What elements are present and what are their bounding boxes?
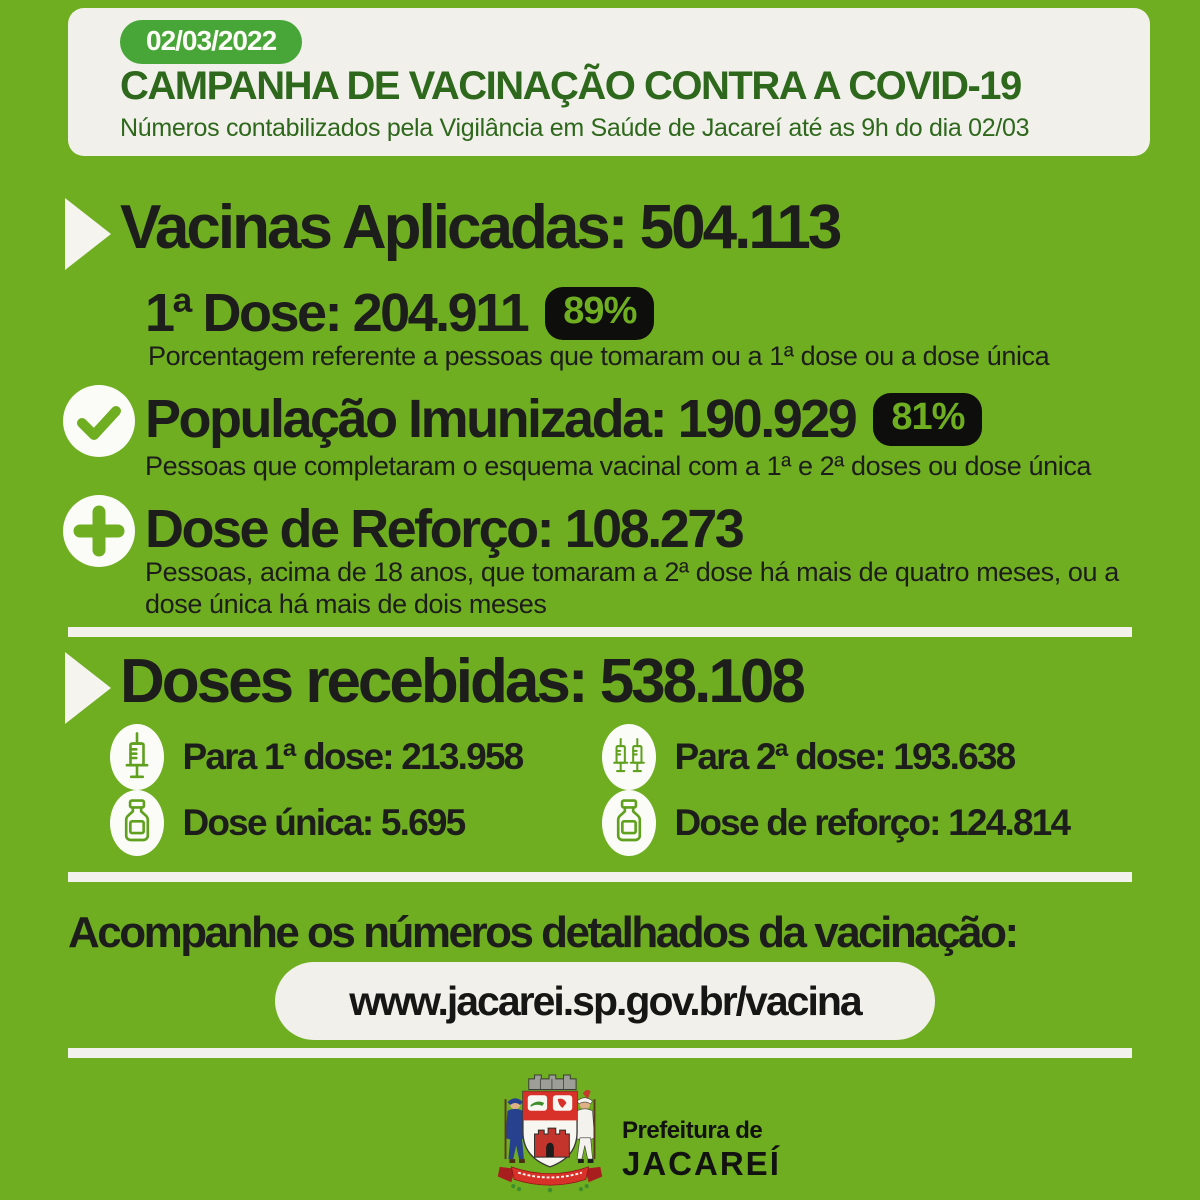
arrow-icon — [65, 198, 111, 270]
first-dose-value: 204.911 — [352, 283, 528, 343]
received-headline-label: Doses recebidas: — [120, 647, 586, 716]
received-headline — [120, 646, 803, 717]
immunized-row — [145, 388, 982, 450]
first-dose-row — [145, 282, 654, 344]
stat-first-dose-label: Para 1ª dose: — [182, 736, 393, 777]
divider — [68, 627, 1132, 637]
vial-icon — [110, 790, 164, 856]
applied-headline-label: Vacinas Aplicadas: — [120, 193, 626, 262]
first-dose-caption: Porcentagem referente a pessoas que tomaram ou a 1ª dose ou a dose única — [148, 341, 1050, 371]
check-circle-icon — [63, 385, 135, 457]
booster-value: 108.273 — [564, 499, 743, 559]
first-dose-label: 1ª Dose: — [145, 283, 341, 343]
received-headline-value: 538.108 — [599, 647, 803, 716]
stat-first-dose — [110, 724, 522, 790]
stat-single-dose-label: Dose única: — [182, 802, 373, 843]
booster-caption: Pessoas, acima de 18 anos, que tomaram a 2ª dose há mais de quatro meses, ou a dose única há mais de dois meses — [145, 557, 1119, 620]
booster-label: Dose de Reforço: — [145, 499, 553, 559]
campaign-title: CAMPANHA DE VACINAÇÃO CONTRA A COVID-19 — [120, 64, 1021, 108]
campaign-subtitle: Números contabilizados pela Vigilância em Saúde de Jacareí até as 9h do dia 02/03 — [120, 114, 1030, 142]
header-banner — [68, 8, 1150, 156]
stat-second-dose — [602, 724, 1014, 790]
divider — [68, 872, 1132, 882]
follow-text: Acompanhe os números detalhados da vacinação: — [68, 908, 1017, 957]
applied-headline-value: 504.113 — [639, 193, 840, 262]
vial-icon — [602, 790, 656, 856]
footer-logo — [492, 1070, 781, 1196]
immunized-label: População Imunizada: — [145, 389, 666, 449]
syringe-icon — [110, 724, 164, 790]
immunized-percent-badge: 81% — [873, 393, 982, 446]
date-badge: 02/03/2022 — [120, 20, 302, 64]
stat-second-dose-value: 193.638 — [893, 736, 1015, 777]
stat-first-dose-value: 213.958 — [401, 736, 523, 777]
org-name-line2: JACAREÍ — [622, 1145, 781, 1182]
org-name-line1: Prefeitura de — [622, 1117, 763, 1144]
stat-second-dose-label: Para 2ª dose: — [674, 736, 885, 777]
vaccine-url-link[interactable]: www.jacarei.sp.gov.br/vacina — [275, 962, 935, 1040]
stat-booster-dose — [602, 790, 1069, 856]
booster-row — [145, 498, 742, 560]
stat-booster-dose-value: 124.814 — [948, 802, 1070, 843]
immunized-caption: Pessoas que completaram o esquema vacinal com a 1ª e 2ª doses ou dose única — [145, 451, 1092, 481]
arrow-icon — [65, 652, 111, 724]
stat-booster-dose-label: Dose de reforço: — [674, 802, 940, 843]
applied-headline — [120, 192, 839, 263]
immunized-value: 190.929 — [677, 389, 856, 449]
org-name — [622, 1083, 781, 1183]
plus-circle-icon — [63, 495, 135, 567]
stat-single-dose — [110, 790, 464, 856]
first-dose-percent-badge: 89% — [545, 287, 654, 340]
double-syringe-icon — [602, 724, 656, 790]
divider — [68, 1048, 1132, 1058]
jacarei-coat-of-arms-icon — [492, 1070, 608, 1196]
stat-single-dose-value: 5.695 — [380, 802, 465, 843]
